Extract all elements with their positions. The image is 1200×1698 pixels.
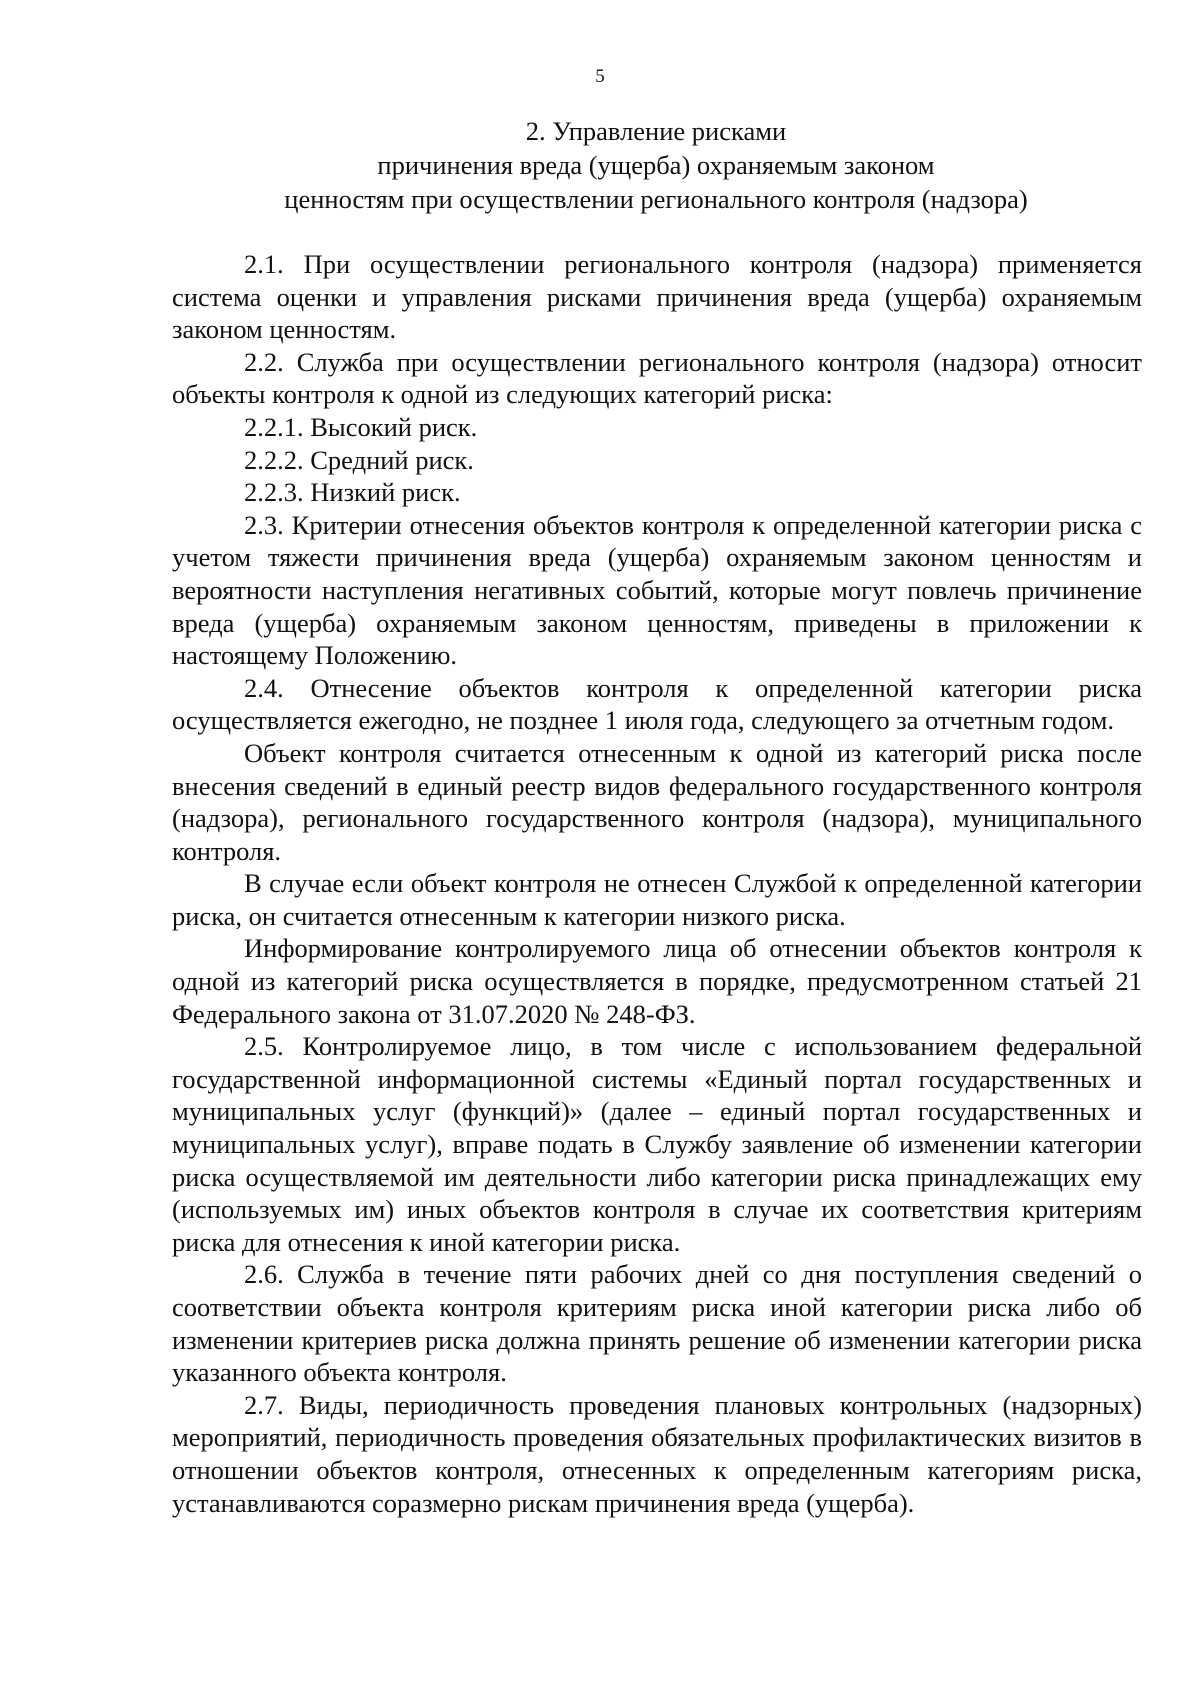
- paragraph-2-5: 2.5. Контролируемое лицо, в том числе с использованием федеральной государственной информационной системы «Единый портал государственных и муниципальных услуг (функций)» (далее – единый портал государственных и муниципальных услуг), вправе подать в Службу заявление об изменении категории риска осуществляемой им деятельности либо категории риска принадлежащих ему (используемых им) иных объектов контроля в случае их соответствия критериям риска для отнесения к иной категории риска.: [172, 1031, 1142, 1257]
- paragraph-object-assignment: Объект контроля считается отнесенным к одной из категорий риска после внесения сведений в единый реестр видов федерального государственного контроля (надзора), регионального государственного контроля (надзора), муниципального контроля.: [172, 737, 1142, 866]
- paragraph-informing: Информирование контролируемого лица об отнесении объектов контроля к одной из категорий риска осуществляется в порядке, предусмотренном статьей 21 Федерального закона от 31.07.2020 № 248-ФЗ.: [172, 933, 1142, 1029]
- page-number: 5: [595, 66, 605, 87]
- paragraph-2-7: 2.7. Виды, периодичность проведения плановых контрольных (надзорных) мероприятий, периодичность проведения обязательных профилактических визитов в отношении объектов контроля, отнесенных к определенным категориям риска, устанавливаются соразмерно рискам причинения вреда (ущерба).: [172, 1389, 1142, 1518]
- heading-line-1: 2. Управление рисками: [525, 116, 787, 146]
- paragraph-2-4: 2.4. Отнесение объектов контроля к определенной категории риска осуществляется ежегодно, не позднее 1 июля года, следующего за отчетным годом.: [172, 672, 1142, 736]
- paragraph-2-3: 2.3. Критерии отнесения объектов контроля к определенной категории риска с учетом тяжести причинения вреда (ущерба) охраняемым законом ценностям и вероятности наступления негативных событий, которые могут повлечь причинение вреда (ущерба) охраняемым законом ценностям, приведены в приложении к настоящему Положению.: [172, 509, 1142, 671]
- heading-line-2: причинения вреда (ущерба) охраняемым законом: [377, 150, 935, 180]
- paragraph-2-1: 2.1. При осуществлении регионального контроля (надзора) применяется система оценки и управления рисками причинения вреда (ущерба) охраняемым законом ценностям.: [172, 249, 1142, 345]
- paragraph-2-2-3: 2.2.3. Низкий риск.: [244, 477, 461, 508]
- section-heading: [170, 114, 1142, 216]
- paragraph-2-2-1: 2.2.1. Высокий риск.: [244, 411, 478, 442]
- document-body: [172, 248, 1142, 1519]
- paragraph-2-6: 2.6. Служба в течение пяти рабочих дней со дня поступления сведений о соответствии объекта контроля критериям риска иной категории риска либо об изменении критериев риска должна принять решение об изменении категории риска указанного объекта контроля.: [172, 1259, 1142, 1388]
- paragraph-2-2-2: 2.2.2. Средний риск.: [244, 444, 474, 475]
- paragraph-2-2: 2.2. Служба при осуществлении регионального контроля (надзора) относит объекты контроля к одной из следующих категорий риска:: [172, 346, 1142, 410]
- paragraph-low-risk-default: В случае если объект контроля не отнесен Службой к определенной категории риска, он считается отнесенным к категории низкого риска.: [172, 868, 1142, 931]
- heading-line-3: ценностям при осуществлении регионального контроля (надзора): [284, 184, 1028, 214]
